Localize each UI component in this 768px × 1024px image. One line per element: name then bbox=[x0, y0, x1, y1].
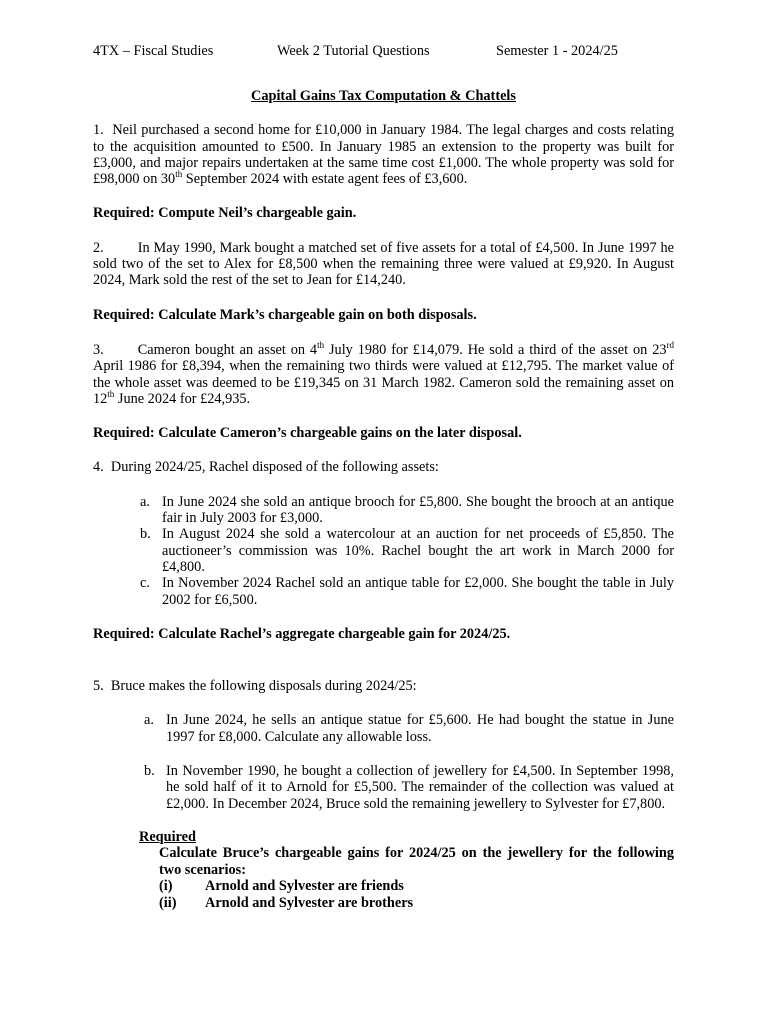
question-2-number: 2. bbox=[93, 239, 104, 256]
question-2-required: Required: Calculate Mark’s chargeable gain on both disposals. bbox=[93, 306, 477, 323]
header-course: 4TX – Fiscal Studies bbox=[93, 43, 214, 59]
document-page bbox=[93, 43, 674, 912]
list-item bbox=[144, 712, 674, 745]
list-item-text: In June 2024 she sold an antique brooch for £5,800. She bought the brooch at an antique fair in July 2003 for £3,000. bbox=[162, 493, 674, 527]
header-semester: Semester 1 - 2024/25 bbox=[496, 43, 618, 59]
question-3-text-a: Cameron bought an asset on 4 bbox=[137, 341, 318, 358]
question-5 bbox=[93, 678, 674, 694]
question-2-text: In May 1990, Mark bought a matched set of five assets for a total of £4,500. In June 1997 he sold two of the set to Alex for £8,500 when the remaining three were valued at £9,920. In August 2024, Mark sold the rest of the set to Jean for £14,240. bbox=[93, 239, 674, 289]
question-3-number: 3. bbox=[93, 341, 104, 358]
list-item-letter: c. bbox=[140, 575, 150, 592]
question-1 bbox=[93, 122, 674, 187]
question-1-number: 1. bbox=[93, 122, 104, 139]
list-item bbox=[140, 526, 674, 575]
question-1-sup: th bbox=[175, 169, 183, 180]
question-1-text-a: Neil purchased a second home for £10,000 in January 1984. The legal charges and costs relating to the acquisition amounted to £500. In January 1985 an extension to the property was built for £3,000, and major repairs undertaken at the same time cost £1,000. The whole property was sold for £98,000 on 30 bbox=[93, 122, 675, 188]
list-item-text: In November 1990, he bought a collection of jewellery for £4,500. In September 1998, he sold half of it to Arnold for £5,500. The remainder of the collection was valued at £2,000. In December 2024, Bruce sold the remaining jewellery to Sylvester for £7,800. bbox=[166, 763, 674, 812]
question-1-text-b: September 2024 with estate agent fees of £3,600. bbox=[182, 171, 468, 188]
question-5-number: 5. bbox=[93, 678, 104, 695]
list-item-letter: b. bbox=[144, 763, 155, 780]
list-item bbox=[140, 575, 674, 608]
scenario-number: (i) bbox=[159, 877, 173, 894]
question-4-intro: During 2024/25, Rachel disposed of the following assets: bbox=[110, 459, 439, 476]
scenario-number: (ii) bbox=[159, 894, 177, 911]
question-4 bbox=[93, 459, 674, 475]
list-item-letter: a. bbox=[140, 493, 150, 510]
list-item-text: In June 2024, he sells an antique statue for £5,600. He had bought the statue in June 1997 for £8,000. Calculate any allowable loss. bbox=[166, 712, 674, 745]
question-4-number: 4. bbox=[93, 459, 104, 476]
page-header bbox=[93, 43, 674, 61]
scenario-item bbox=[159, 878, 674, 895]
list-item bbox=[144, 763, 674, 812]
question-3-text-c: April 1986 for £8,394, when the remaining two thirds were valued at £12,795. The market value of the whole asset was deemed to be £19,345 on 31 March 1982. Cameron sold the remaining asset on 12 bbox=[93, 358, 674, 407]
question-3-text-d: June 2024 for £24,935. bbox=[114, 390, 251, 407]
document-title: Capital Gains Tax Computation & Chattels bbox=[251, 88, 516, 104]
question-3 bbox=[93, 342, 674, 407]
question-5-intro: Bruce makes the following disposals during 2024/25: bbox=[110, 678, 417, 695]
question-4-required: Required: Calculate Rachel’s aggregate chargeable gain for 2024/25. bbox=[93, 625, 511, 642]
question-5-required-heading: Required bbox=[139, 828, 196, 845]
scenario-text: Arnold and Sylvester are friends bbox=[205, 877, 404, 894]
question-5-list bbox=[144, 712, 674, 811]
question-3-required: Required: Calculate Cameron’s chargeable gains on the later disposal. bbox=[93, 425, 522, 442]
question-3-sup-a: th bbox=[317, 340, 325, 351]
question-3-sup-c: th bbox=[107, 389, 115, 400]
list-item-letter: a. bbox=[144, 712, 154, 729]
scenario-item bbox=[159, 895, 674, 912]
scenario-text: Arnold and Sylvester are brothers bbox=[205, 894, 414, 911]
question-2 bbox=[93, 240, 674, 289]
list-item bbox=[140, 494, 674, 527]
question-3-sup-b: rd bbox=[666, 340, 674, 351]
list-item-text: In August 2024 she sold a watercolour at an auction for net proceeds of £5,850. The auctioneer’s commission was 10%. Rachel bought the art work in March 2000 for £4,800. bbox=[162, 526, 674, 575]
list-item-text: In November 2024 Rachel sold an antique table for £2,000. She bought the table in July 2002 for £6,500. bbox=[162, 575, 674, 608]
question-5-required-text: Calculate Bruce’s chargeable gains for 2024/25 on the jewellery for the following two scenarios: bbox=[159, 845, 674, 878]
header-week: Week 2 Tutorial Questions bbox=[277, 43, 430, 59]
question-1-required: Required: Compute Neil’s chargeable gain. bbox=[93, 205, 357, 222]
question-3-text-b: July 1980 for £14,079. He sold a third of the asset on 23 bbox=[324, 341, 667, 358]
list-item-letter: b. bbox=[140, 526, 151, 543]
question-5-required-block bbox=[139, 829, 674, 912]
question-4-list bbox=[140, 494, 674, 608]
